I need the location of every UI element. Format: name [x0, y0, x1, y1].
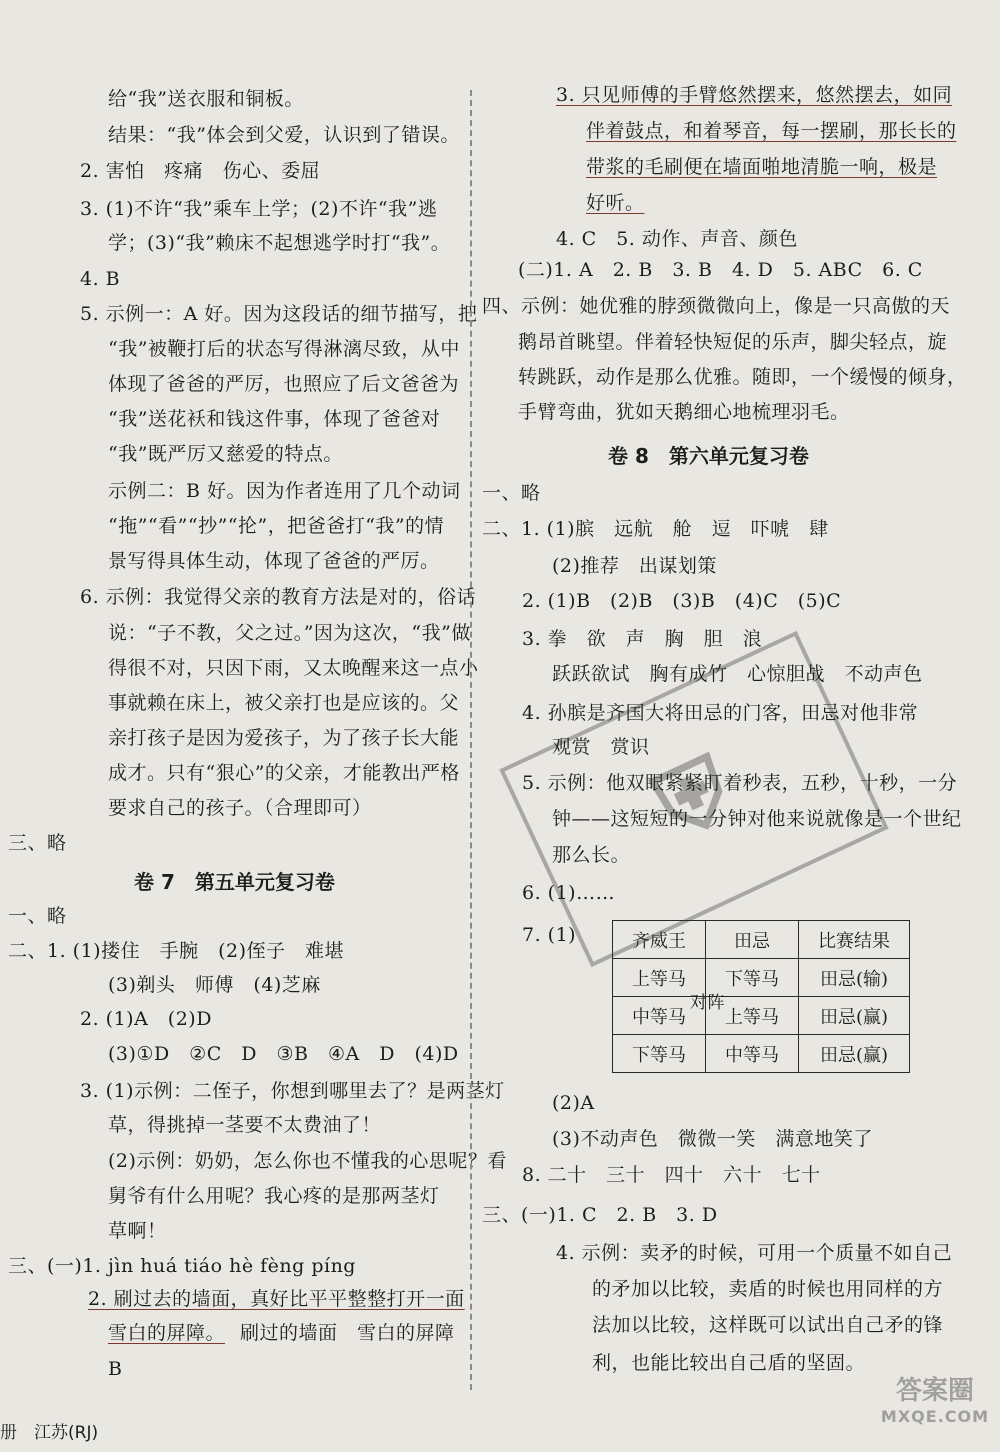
text-line: 利，也能比较出自己盾的坚固。	[592, 1352, 866, 1374]
stamp-seal-icon: ⛨	[499, 631, 888, 967]
text-line: (二)1. A 2. B 3. B 4. D 5. ABC 6. C	[518, 259, 923, 281]
table-cell: 上等马	[613, 959, 706, 997]
text-line: 2. (1)B (2)B (3)B (4)C (5)C	[522, 590, 842, 612]
text-line: 要求自己的孩子。（合理即可）	[108, 797, 372, 819]
text-line: 雪白的屏障。	[108, 1322, 226, 1344]
text-line: 一、略	[8, 905, 67, 927]
table-cell: 田忌(赢)	[799, 1035, 910, 1073]
watermark-logo	[880, 1370, 990, 1440]
text-line: 带浆的毛刷便在墙面啪地清脆一响，极是	[586, 156, 938, 178]
text-line: 说：“子不教，父之过。”因为这次，“我”做	[108, 622, 471, 644]
text-line: “拖”“看”“抄”“抡”，把爸爸打“我”的情	[108, 515, 445, 537]
text-line: “我”被鞭打后的状态写得淋漓尽致，从中	[108, 338, 460, 360]
text-line: 4. B	[80, 268, 121, 290]
table-cell: 田忌(输)	[799, 959, 910, 997]
column-divider	[470, 90, 472, 1390]
table-header-cell: 齐威王	[613, 921, 706, 959]
text-line: 得很不对，只因下雨，又太晚醒来这一点小	[108, 657, 479, 679]
text-line: 成才。只有“狠心”的父亲，才能教出严格	[108, 762, 460, 784]
table-cell: 田忌(赢)	[799, 997, 910, 1035]
table-middle-label: 对阵	[690, 993, 725, 1013]
text-line: 3. (1)不许“我”乘车上学；(2)不许“我”逃	[80, 198, 438, 220]
watermark-main: 答案圈	[895, 1376, 974, 1406]
text-line: 3. (1)示例：二侄子，你想到哪里去了？是两茎灯	[80, 1080, 505, 1102]
section-title: 卷 8 第六单元复习卷	[608, 444, 809, 468]
text-line: “我”送花袄和钱这件事，体现了爸爸对	[108, 408, 441, 430]
table-row	[613, 959, 910, 997]
text-line: (2)推荐 出谋划策	[552, 555, 717, 577]
text-line: 好听。	[586, 192, 645, 214]
text-line: 景写得具体生动，体现了爸爸的严厉。	[108, 550, 440, 572]
text-line: (3)①D ②C D ③B ④A D (4)D	[108, 1043, 459, 1065]
text-line: 伴着鼓点，和着琴音，每一摆刷，那长长的	[586, 120, 957, 142]
table-cell: 上等马	[706, 997, 799, 1035]
text-line: 法加以比较，这样既可以试出自己矛的锋	[592, 1314, 944, 1336]
text-line: 亲打孩子是因为爱孩子，为了孩子长大能	[108, 727, 460, 749]
text-line: 4. 示例：卖矛的时候，可用一个质量不如自己	[556, 1242, 953, 1264]
table-cell: 下等马	[613, 1035, 706, 1073]
table-cell: 下等马	[706, 959, 799, 997]
text-line: 示例二：B 好。因为作者连用了几个动词	[108, 480, 461, 502]
text-line: 一、略	[482, 482, 541, 504]
text-line: 4. C 5. 动作、声音、颜色	[556, 228, 798, 250]
table-header-cell: 比赛结果	[799, 921, 910, 959]
text-line: 观赏 赏识	[552, 736, 650, 758]
text-line: 4. 孙膑是齐国大将田忌的门客，田忌对他非常	[522, 702, 919, 724]
text-line: 舅爷有什么用呢？我心疼的是那两茎灯	[108, 1185, 440, 1207]
text-line: 刷过的墙面 雪白的屏障	[240, 1322, 455, 1344]
text-line: 给“我”送衣服和铜板。	[108, 88, 304, 110]
text-line: 5. 示例一：A 好。因为这段话的细节描写，把	[80, 303, 478, 325]
text-line: 3. 只见师傅的手臂悠然摆来，悠然摆去，如同	[556, 84, 953, 106]
text-line: (2)A	[552, 1092, 595, 1114]
text-line: 二、1. (1)膑 远航 舱 逗 吓唬 肆	[482, 518, 829, 540]
text-line: 体现了爸爸的严厉，也照应了后文爸爸为	[108, 373, 460, 395]
text-line: 结果：“我”体会到父爱，认识到了错误。	[108, 124, 460, 146]
text-line: 三、略	[8, 832, 67, 854]
text-line: (3)剃头 师傅 (4)芝麻	[108, 974, 321, 996]
text-line: 7. (1)	[522, 924, 577, 946]
text-line: 草啊！	[108, 1220, 167, 1242]
text-line: (2)示例：奶奶，怎么你也不懂我的心思呢？看	[108, 1150, 507, 1172]
table-cell: 中等马	[706, 1035, 799, 1073]
text-line: 草，得挑掉一茎要不太费油了！	[108, 1114, 382, 1136]
text-line: 2. (1)A (2)D	[80, 1008, 212, 1030]
text-line: 三、(一)1. jìn huá tiáo hè fèng píng	[8, 1255, 356, 1277]
text-line: “我”既严厉又慈爱的特点。	[108, 443, 343, 465]
table-header-cell: 田忌	[706, 921, 799, 959]
text-line: 2. 刷过去的墙面，真好比平平整整打开一面	[88, 1288, 465, 1310]
text-line: 手臂弯曲，犹如天鹅细心地梳理羽毛。	[518, 401, 850, 423]
watermark-sub: MXQE.COM	[880, 1407, 990, 1426]
text-line: 学；(3)“我”赖床不起想逃学时打“我”。	[108, 232, 451, 254]
section-title: 卷 7 第五单元复习卷	[134, 870, 335, 894]
text-line: 三、(一)1. C 2. B 3. D	[482, 1204, 718, 1226]
table-cell: 中等马	[613, 997, 706, 1035]
text-line: 3. 拳 欲 声 胸 胆 浪	[522, 628, 763, 650]
text-line: 转跳跃，动作是那么优雅。随即，一个缓慢的倾身，	[518, 366, 967, 388]
text-line: 跃跃欲试 胸有成竹 心惊胆战 不动声色	[552, 663, 923, 685]
table-row	[613, 1035, 910, 1073]
text-line: (3)不动声色 微微一笑 满意地笑了	[552, 1128, 873, 1150]
text-line: 的矛加以比较，卖盾的时候也用同样的方	[592, 1278, 944, 1300]
text-line: 二、1. (1)搂住 手腕 (2)侄子 难堪	[8, 940, 344, 962]
text-line: 四、示例：她优雅的脖颈微微向上，像是一只高傲的天	[482, 295, 951, 317]
text-line: 5. 示例：他双眼紧紧盯着秒表，五秒，十秒，一分	[522, 772, 958, 794]
text-line: B	[108, 1358, 123, 1380]
text-line: 事就赖在床上，被父亲打也是应该的。父	[108, 692, 460, 714]
text-line: 6. (1)……	[522, 882, 616, 904]
table-row	[613, 997, 910, 1035]
text-line: 钟——这短短的一分钟对他来说就像是一个世纪	[552, 808, 962, 830]
text-line: 那么长。	[552, 844, 631, 866]
text-line: 6. 示例：我觉得父亲的教育方法是对的，俗话	[80, 586, 477, 608]
text-line: 8. 二十 三十 四十 六十 七十	[522, 1164, 821, 1186]
horse-race-table	[612, 920, 910, 1073]
text-line: 鹅昂首眺望。伴着轻快短促的乐声，脚尖轻点，旋	[518, 331, 948, 353]
text-line: 2. 害怕 疼痛 伤心、委屈	[80, 160, 321, 182]
page-footer: 册 江苏(RJ)	[0, 1423, 99, 1443]
